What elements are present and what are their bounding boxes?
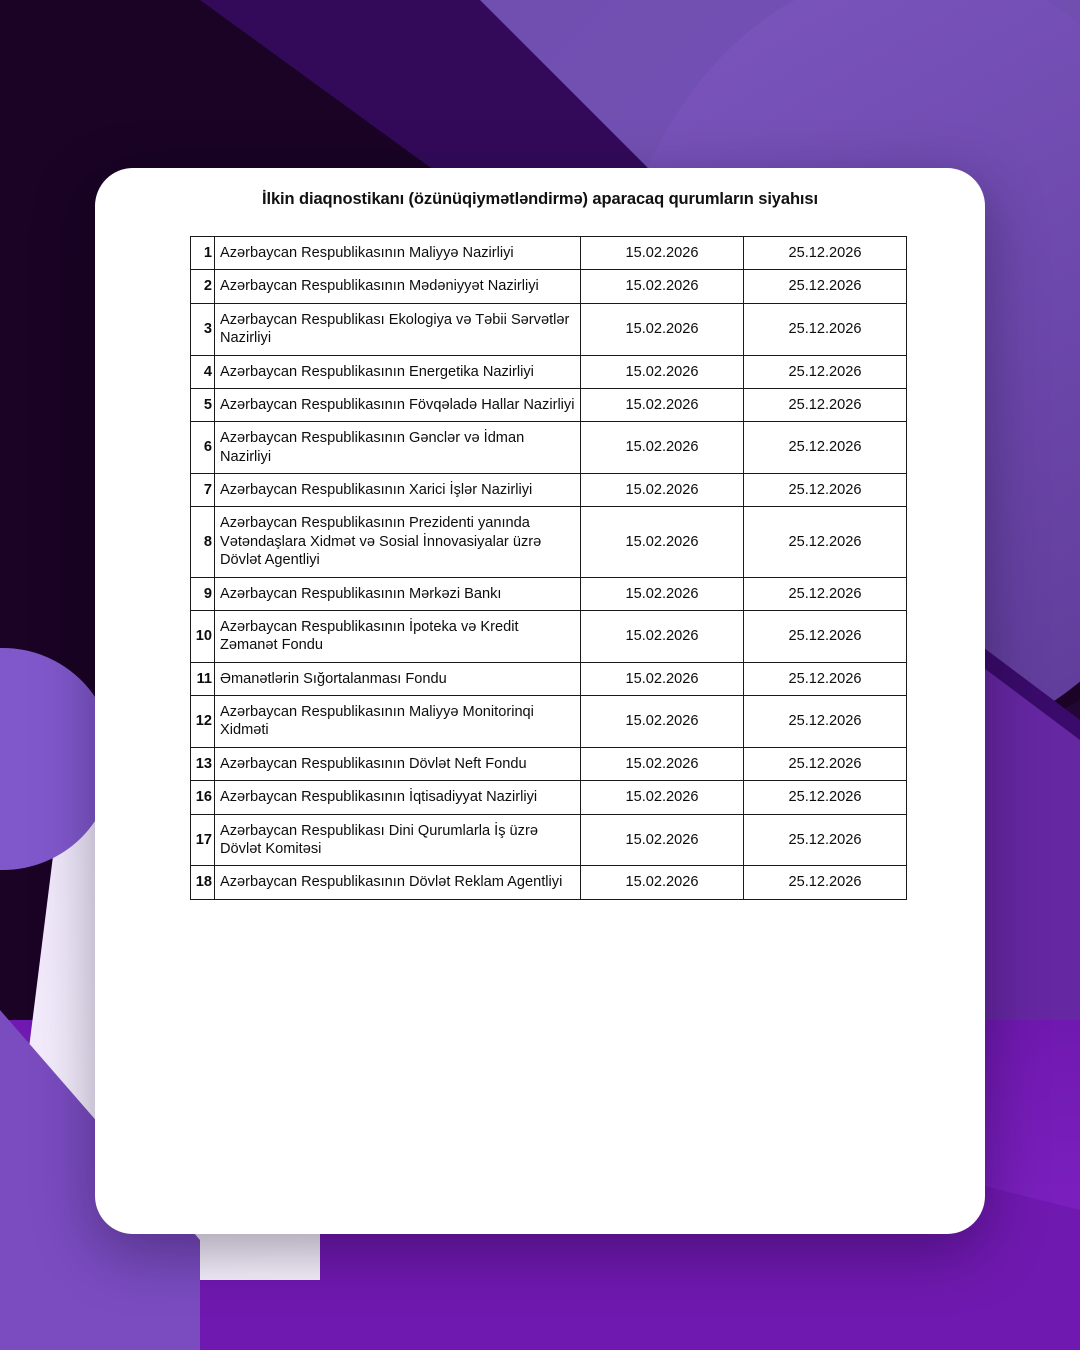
table-row [191, 355, 907, 388]
end-date-cell: 25.12.2026 [744, 270, 907, 303]
table-row [191, 388, 907, 421]
start-date-cell: 15.02.2026 [581, 866, 744, 899]
row-number-cell: 7 [191, 474, 215, 507]
institution-name-cell: Azərbaycan Respublikasının İqtisadiyyat Nazirliyi [215, 781, 581, 814]
start-date-cell: 15.02.2026 [581, 781, 744, 814]
institution-name-cell: Azərbaycan Respublikasının Dövlət Neft Fondu [215, 747, 581, 780]
table-row [191, 781, 907, 814]
institution-name-cell: Azərbaycan Respublikasının İpoteka və Kredit Zəmanət Fondu [215, 610, 581, 662]
row-number-cell: 4 [191, 355, 215, 388]
institution-name-cell: Azərbaycan Respublikasının Mərkəzi Bankı [215, 577, 581, 610]
start-date-cell: 15.02.2026 [581, 270, 744, 303]
table-row [191, 747, 907, 780]
table-row [191, 662, 907, 695]
end-date-cell: 25.12.2026 [744, 747, 907, 780]
start-date-cell: 15.02.2026 [581, 237, 744, 270]
end-date-cell: 25.12.2026 [744, 662, 907, 695]
start-date-cell: 15.02.2026 [581, 422, 744, 474]
institution-name-cell: Azərbaycan Respublikasının Prezidenti yanında Vətəndaşlara Xidmət və Sosial İnnovasiyalar üzrə Dövlət Agentliyi [215, 507, 581, 577]
end-date-cell: 25.12.2026 [744, 355, 907, 388]
end-date-cell: 25.12.2026 [744, 610, 907, 662]
end-date-cell: 25.12.2026 [744, 814, 907, 866]
start-date-cell: 15.02.2026 [581, 610, 744, 662]
start-date-cell: 15.02.2026 [581, 662, 744, 695]
row-number-cell: 12 [191, 696, 215, 748]
end-date-cell: 25.12.2026 [744, 577, 907, 610]
table-row [191, 866, 907, 899]
end-date-cell: 25.12.2026 [744, 422, 907, 474]
start-date-cell: 15.02.2026 [581, 507, 744, 577]
institution-name-cell: Əmanətlərin Sığortalanması Fondu [215, 662, 581, 695]
end-date-cell: 25.12.2026 [744, 781, 907, 814]
institution-name-cell: Azərbaycan Respublikasının Mədəniyyət Nazirliyi [215, 270, 581, 303]
institution-name-cell: Azərbaycan Respublikası Dini Qurumlarla İş üzrə Dövlət Komitəsi [215, 814, 581, 866]
end-date-cell: 25.12.2026 [744, 237, 907, 270]
institutions-table-body [191, 237, 907, 900]
row-number-cell: 18 [191, 866, 215, 899]
start-date-cell: 15.02.2026 [581, 474, 744, 507]
page-title: İlkin diaqnostikanı (özünüqiymətləndirmə) aparacaq qurumların siyahısı [262, 190, 818, 208]
row-number-cell: 2 [191, 270, 215, 303]
row-number-cell: 3 [191, 303, 215, 355]
table-row [191, 270, 907, 303]
start-date-cell: 15.02.2026 [581, 747, 744, 780]
row-number-cell: 1 [191, 237, 215, 270]
table-row [191, 303, 907, 355]
end-date-cell: 25.12.2026 [744, 866, 907, 899]
start-date-cell: 15.02.2026 [581, 696, 744, 748]
institution-name-cell: Azərbaycan Respublikasının Xarici İşlər Nazirliyi [215, 474, 581, 507]
row-number-cell: 8 [191, 507, 215, 577]
end-date-cell: 25.12.2026 [744, 303, 907, 355]
start-date-cell: 15.02.2026 [581, 814, 744, 866]
table-row [191, 474, 907, 507]
table-row [191, 696, 907, 748]
table-row [191, 610, 907, 662]
row-number-cell: 11 [191, 662, 215, 695]
institution-name-cell: Azərbaycan Respublikasının Maliyyə Monitorinqi Xidməti [215, 696, 581, 748]
institution-name-cell: Azərbaycan Respublikasının Maliyyə Nazirliyi [215, 237, 581, 270]
start-date-cell: 15.02.2026 [581, 303, 744, 355]
table-row [191, 507, 907, 577]
table-row [191, 422, 907, 474]
row-number-cell: 16 [191, 781, 215, 814]
row-number-cell: 10 [191, 610, 215, 662]
document-card [95, 168, 985, 1234]
table-row [191, 814, 907, 866]
row-number-cell: 6 [191, 422, 215, 474]
institution-name-cell: Azərbaycan Respublikasının Energetika Nazirliyi [215, 355, 581, 388]
start-date-cell: 15.02.2026 [581, 388, 744, 421]
table-row [191, 577, 907, 610]
end-date-cell: 25.12.2026 [744, 388, 907, 421]
row-number-cell: 17 [191, 814, 215, 866]
institutions-table [190, 236, 907, 900]
row-number-cell: 5 [191, 388, 215, 421]
institution-name-cell: Azərbaycan Respublikası Ekologiya və Təbii Sərvətlər Nazirliyi [215, 303, 581, 355]
row-number-cell: 13 [191, 747, 215, 780]
end-date-cell: 25.12.2026 [744, 696, 907, 748]
start-date-cell: 15.02.2026 [581, 577, 744, 610]
end-date-cell: 25.12.2026 [744, 474, 907, 507]
institution-name-cell: Azərbaycan Respublikasının Dövlət Reklam Agentliyi [215, 866, 581, 899]
institution-name-cell: Azərbaycan Respublikasının Gənclər və İdman Nazirliyi [215, 422, 581, 474]
row-number-cell: 9 [191, 577, 215, 610]
end-date-cell: 25.12.2026 [744, 507, 907, 577]
start-date-cell: 15.02.2026 [581, 355, 744, 388]
institution-name-cell: Azərbaycan Respublikasının Fövqəladə Hallar Nazirliyi [215, 388, 581, 421]
table-row [191, 237, 907, 270]
